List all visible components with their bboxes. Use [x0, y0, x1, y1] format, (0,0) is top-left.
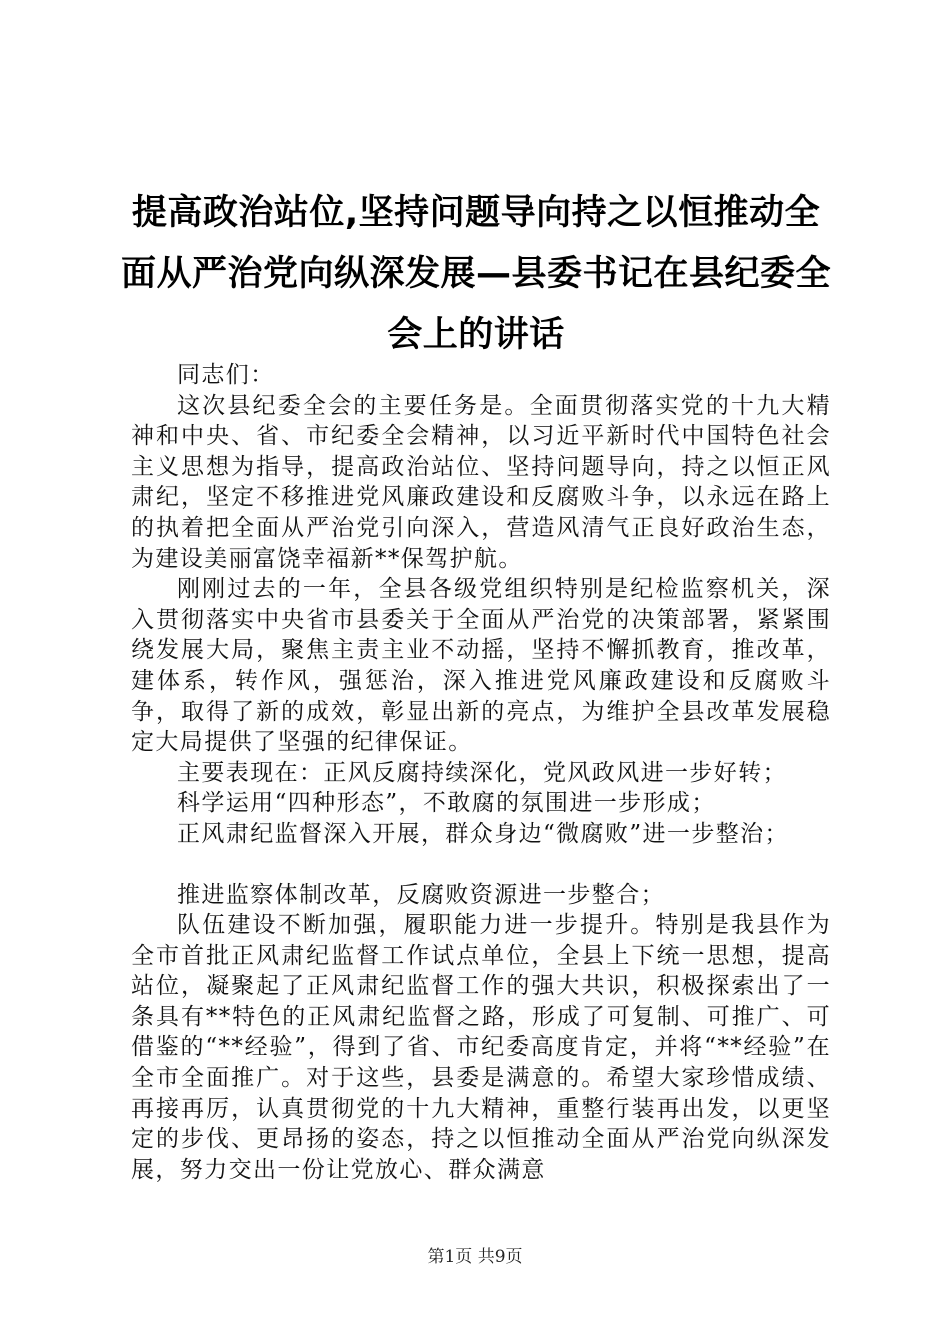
blank-line [131, 850, 831, 880]
document-title: 提高政治站位,坚持问题导向持之以恒推动全面从严治党向纵深发展—县委书记在县纪委全会上的讲话 [120, 193, 831, 355]
list-line: 主要表现在：正风反腐持续深化，党风政风进一步好转； [177, 759, 787, 786]
page-number-footer: 第1页 共9页 [427, 1247, 523, 1267]
body-paragraph: 这次县纪委全会的主要任务是。全面贯彻落实党的十九大精神和中央、省、市纪委全会精神，以习近平新时代中国特色社会主义思想为指导，提高政治站位、坚持问题导向，持之以恒正风肃纪，坚定不移推进党风廉政建设和反腐败斗争，以永远在路上的执着把全面从严治党引向深入，营造风清气正良好政治生态，为建设美丽富饶幸福新**保驾护航。 [131, 392, 831, 572]
list-line: 科学运用“四种形态”，不敢腐的氛围进一步形成； [177, 790, 716, 817]
document-body [131, 360, 831, 1185]
list-line: 推进监察体制改革，反腐败资源进一步整合； [177, 881, 665, 908]
body-paragraph: 刚刚过去的一年，全县各级党组织特别是纪检监察机关，深入贯彻落实中央省市县委关于全面从严治党的决策部署，紧紧围绕发展大局，聚焦主责主业不动摇，坚持不懈抓教育，推改革，建体系，转作风，强惩治，深入推进党风廉政建设和反腐败斗争，取得了新的成效，彰显出新的亮点，为维护全县改革发展稳定大局提供了坚强的纪律保证。 [131, 576, 831, 756]
salutation: 同志们： [177, 362, 275, 388]
list-line: 正风肃纪监督深入开展，群众身边“微腐败”进一步整治； [177, 820, 789, 847]
body-paragraph: 队伍建设不断加强，履职能力进一步提升。特别是我县作为全市首批正风肃纪监督工作试点单位，全县上下统一思想，提高站位，凝聚起了正风肃纪监督工作的强大共识，积极探索出了一条具有**特色的正风肃纪监督之路，形成了可复制、可推广、可借鉴的“**经验”，得到了省、市纪委高度肯定，并将“**经验”在全市全面推广。对于这些，县委是满意的。希望大家珍惜成绩、再接再厉，认真贯彻党的十九大精神，重整行装再出发，以更坚定的步伐、更昂扬的姿态，持之以恒推动全面从严治党向纵深发展，努力交出一份让党放心、群众满意 [131, 912, 831, 1183]
